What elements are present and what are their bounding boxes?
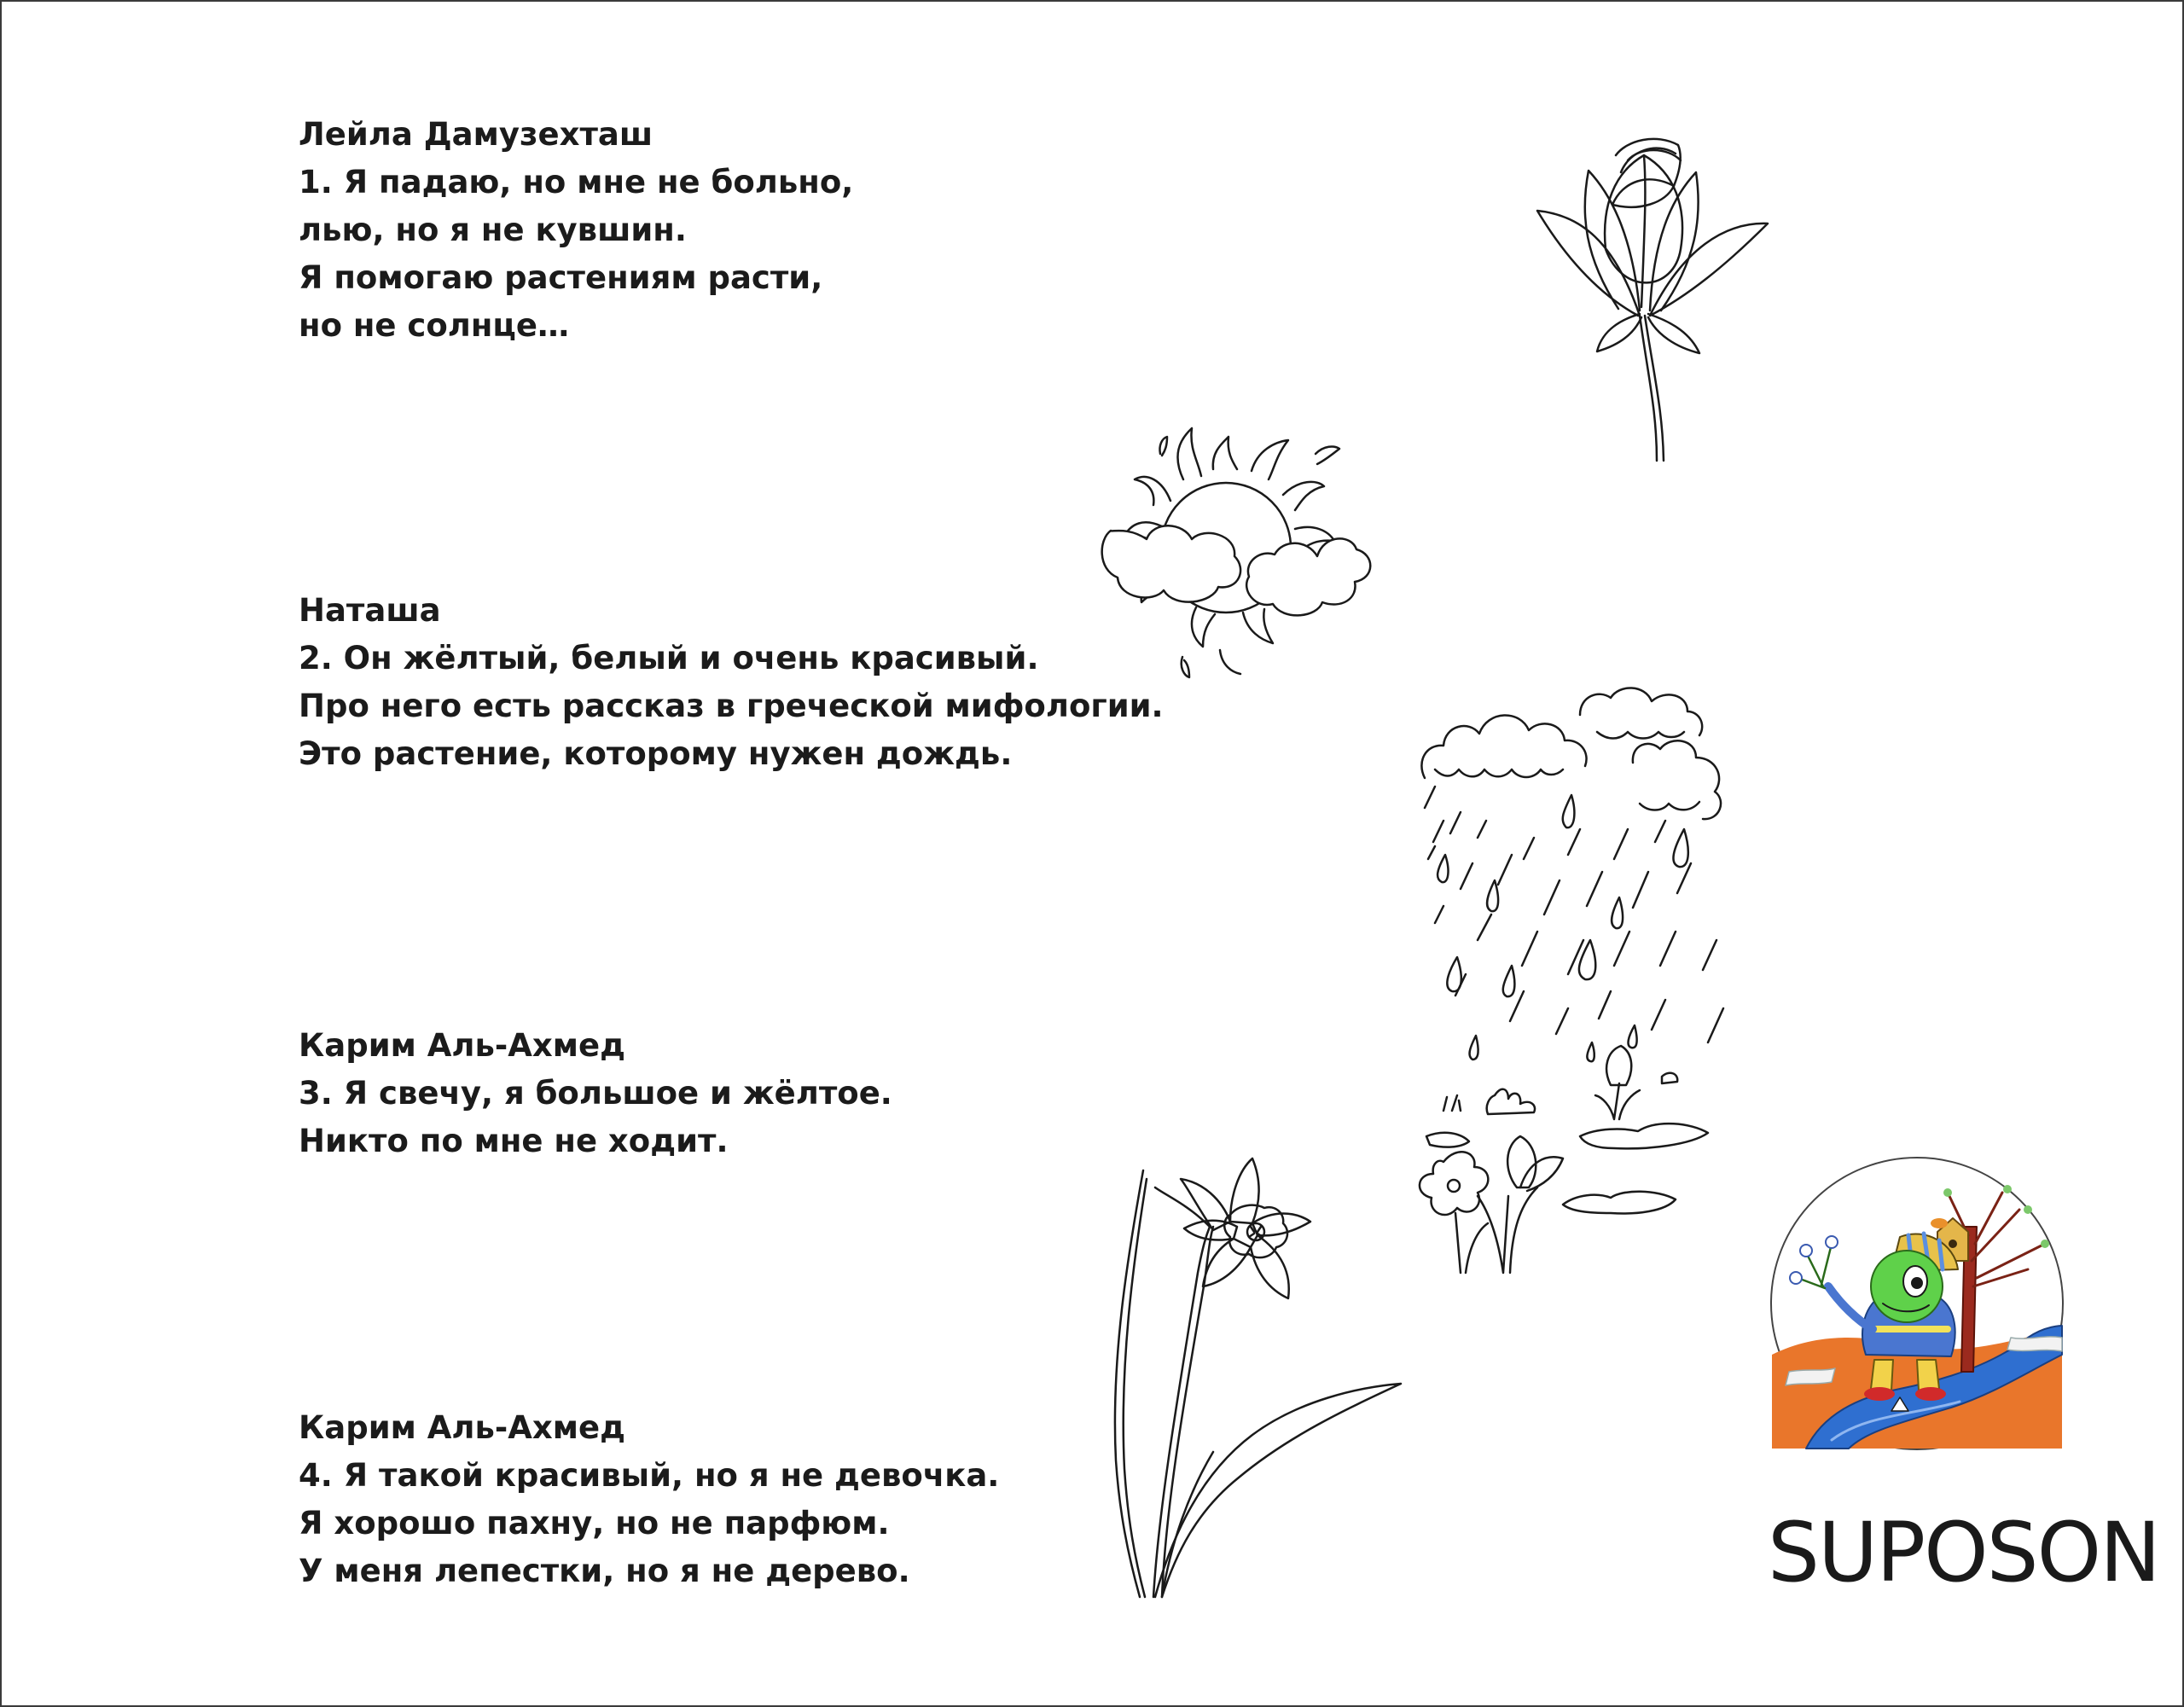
riddle-line: 3. Я свечу, я большое и жёлтое. (299, 1075, 892, 1112)
riddle-line: Никто по мне не ходит. (299, 1123, 729, 1159)
riddle-line: Я хорошо пахну, но не парфюм. (299, 1505, 890, 1542)
riddle-2 (299, 587, 1164, 778)
narcissus-flower-icon (1102, 1153, 1426, 1597)
sun-with-clouds-icon (1094, 420, 1452, 684)
riddle-1 (299, 111, 853, 350)
riddle-line: Это растение, которому нужен дождь. (299, 735, 1013, 772)
riddle-line: У меня лепестки, но я не дерево. (299, 1553, 910, 1589)
suposon-mascot-logo (1770, 1157, 2064, 1450)
riddle-author: Карим Аль-Ахмед (299, 1409, 625, 1446)
riddle-line: лью, но я не кувшин. (299, 212, 687, 248)
riddle-line: Про него есть рассказ в греческой мифологии. (299, 688, 1164, 724)
riddle-line: 2. Он жёлтый, белый и очень красивый. (299, 640, 1039, 676)
riddle-line: Я помогаю растениям расти, (299, 259, 823, 296)
riddle-3 (299, 1022, 892, 1165)
riddle-author: Лейла Дамузехташ (299, 116, 653, 153)
rain-clouds-icon (1409, 684, 1785, 1281)
brand-logo-text: SUPOSON (1768, 1505, 2159, 1600)
riddle-line: 4. Я такой красивый, но я не девочка. (299, 1457, 1000, 1494)
riddle-author: Наташа (299, 592, 441, 629)
lotus-flower-icon (1520, 121, 1776, 462)
riddle-4 (299, 1404, 999, 1595)
riddle-line: но не солнце… (299, 307, 569, 344)
riddle-line: 1. Я падаю, но мне не больно, (299, 164, 854, 200)
riddle-author: Карим Аль-Ахмед (299, 1027, 625, 1064)
